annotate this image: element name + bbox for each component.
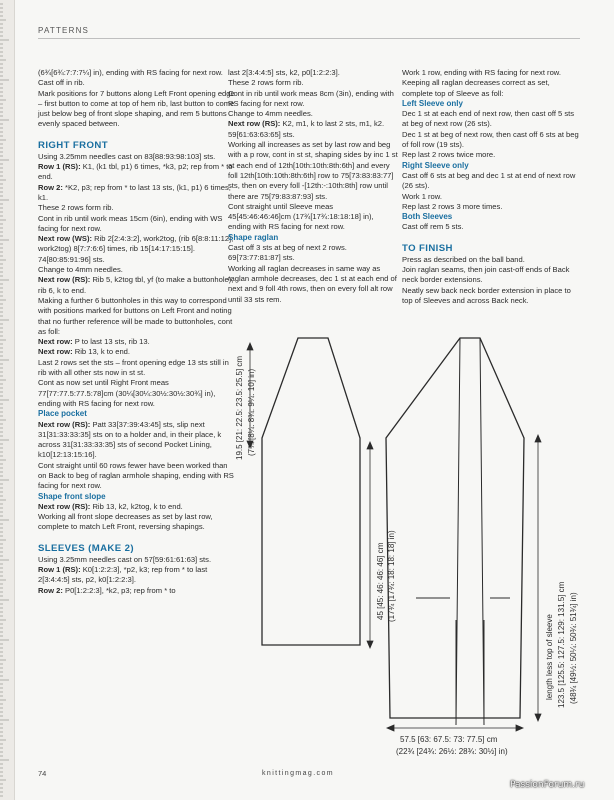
row-text: Rib 13, k2, k2tog, k to end.	[90, 501, 183, 511]
paragraph: Cast off 6 sts at beg and dec 1 st at end of next row (26 sts).	[402, 170, 576, 191]
sleeve-top-cm-label: 19.5 [21: 22.5: 23.5: 25.5] cm	[235, 355, 244, 460]
paragraph: Rep last 2 rows 3 more times.	[402, 201, 503, 211]
instruction	[38, 420, 236, 461]
row-text: *K2, p3; rep from * to last 13 sts, (k1, p1) 6 times, k1.	[38, 182, 231, 202]
row-label: Next row:	[38, 347, 73, 357]
row-text: Patt 33[37:39:43:45] sts, slip next 31[31:33:33:35] sts on to a holder and, in their place, k across 31[31:33:33:35] sts of second Pocket Lining, k10[12:13:15:16].	[38, 419, 222, 460]
paragraph: Neatly sew back neck border extension in place to top of Sleeves and across Back neck.	[402, 285, 571, 305]
row-label: Row 1 (RS):	[38, 162, 81, 172]
sleeve-outline	[262, 338, 360, 645]
instruction	[228, 119, 398, 140]
paragraph: Cont as now set until Right Front meas 77[77:77.5:77.5:78]cm (30¼[30¼:30½:30½:30¾] in), ending with RS facing for next row.	[38, 378, 216, 408]
paragraph: These 2 rows form rib.	[228, 78, 304, 88]
text-column-1	[38, 68, 236, 596]
paragraph: Join raglan seams, then join cast-off ends of Back neck border extensions.	[402, 265, 570, 285]
paragraph: Cast off 3 sts at beg of next 2 rows. 69[73:77:81:87] sts.	[228, 243, 347, 263]
sleeve-length-cm-label: 45 [45: 46: 46: 46] cm	[376, 542, 385, 620]
row-label: Next row (RS):	[38, 275, 91, 285]
paragraph: Work 1 row, ending with RS facing for next row.	[402, 68, 561, 77]
instruction	[38, 337, 236, 347]
sleeve-length-in-label: (17¾ [17¾: 18: 18: 18] in)	[387, 530, 396, 622]
instruction	[38, 234, 236, 265]
paragraph: Cont straight until 60 rows fewer have been worked than on Back to beg of raglan armhole shaping, ending with RS facing for next row.	[38, 460, 234, 491]
paragraph: Keeping all raglan decreases correct as set, complete top of Sleeve as foll:	[402, 78, 550, 98]
body-length-in-label: (48¾ [49½: 50¼: 50¾: 51¾] in)	[569, 592, 578, 704]
heading-sleeves: SLEEVES (MAKE 2)	[38, 542, 134, 554]
paragraph: Mark positions for 7 buttons along Left Front opening edge – first button to come at top of hem rib, last button to come just below beg of front slope shaping, and rem 5 buttons evenly spaced between.	[38, 88, 235, 129]
row-text: K2, m1, k to last 2 sts, m1, k2. 59[61:63:63:65] sts.	[228, 119, 385, 139]
header-divider	[38, 38, 580, 39]
heading-to-finish: TO FINISH	[402, 242, 453, 254]
instruction	[38, 586, 236, 596]
text-column-2	[228, 68, 398, 305]
instruction	[38, 162, 236, 183]
paragraph: Change to 4mm needles.	[38, 265, 123, 275]
paragraph: last 2[3:4:4:5] sts, k2, p0[1:2:2:3].	[228, 68, 340, 77]
subheading-shape-raglan: Shape raglan	[228, 232, 279, 242]
body-outline	[386, 338, 524, 725]
paragraph: Cont straight until Sleeve meas 45[45:46:46:46]cm (17¾[17¾:18:18:18] in), ending with RS facing for next row.	[228, 201, 374, 232]
paragraph: (6¾[6¾:7:7:7¼] in), ending with RS facing for next row.	[38, 68, 223, 77]
subheading-shape-front-slope: Shape front slope	[38, 491, 106, 501]
paragraph: Working all front slope decreases as set by last row, complete to match Left Front, reversing shapings.	[38, 512, 213, 532]
instruction	[38, 502, 236, 512]
paragraph: Dec 1 st at each end of next row, then cast off 5 sts at beg of next row (26 sts).	[402, 109, 575, 129]
subheading-place-pocket: Place pocket	[38, 409, 87, 419]
row-label: Next row (WS):	[38, 234, 92, 244]
paragraph: Press as described on the ball band.	[402, 254, 525, 264]
ruler-ticks	[0, 0, 14, 800]
paragraph: Working all raglan decreases in same way as raglan armhole decreases, dec 1 st at each end of next and 9 foll 4th rows, then on every foll alt row until 33 sts rem.	[228, 263, 397, 304]
width-cm-label: 57.5 [63: 67.5: 73: 77.5] cm	[400, 735, 498, 744]
row-text: Rib 5, k2tog tbl, yf (to make a buttonhole), rib 6, k to end.	[38, 275, 234, 295]
row-text: Rib 13, k to end.	[72, 347, 131, 357]
row-label: Next row (RS):	[38, 501, 91, 511]
row-label: Row 2:	[38, 182, 63, 192]
row-label: Next row:	[38, 337, 73, 347]
row-text: K0[1:2:2:3], *p2, k3; rep from * to last 2[3:4:4:5] sts, p2, k0[1:2:2:3].	[38, 565, 208, 585]
paragraph: Using 3.25mm needles cast on 57[59:61:61:63] sts.	[38, 554, 212, 564]
instruction	[38, 183, 236, 204]
instruction	[38, 347, 236, 357]
instruction	[38, 565, 236, 586]
paragraph: Cast off in rib.	[38, 78, 85, 88]
sleeve-top-in-label: (7¾ [8¼: 8¾: 9¼: 10] in)	[247, 368, 256, 456]
subheading-both-sleeves: Both Sleeves	[402, 212, 453, 222]
paragraph: Making a further 6 buttonholes in this way to correspond with positions marked for buttons on Left Front and noting that no further reference will be made to buttonholes, cont as foll:	[38, 295, 233, 336]
row-text: P0[1:2:2:3], *k2, p3; rep from * to	[62, 585, 176, 595]
heading-right-front: RIGHT FRONT	[38, 139, 108, 151]
paragraph: Dec 1 st at beg of next row, then cast off 6 sts at beg of foll row (19 sts).	[402, 129, 579, 150]
row-label: Row 2:	[38, 585, 63, 595]
row-label: Next row (RS):	[38, 419, 91, 429]
site-url: knittingmag.com	[262, 770, 334, 777]
width-in-label: (22¾ [24¾: 26½: 28¾: 30½] in)	[396, 747, 508, 756]
paragraph: Working all increases as set by last row and beg with a p row, cont in st st, shaping sides by inc 1 st at each end of 12th[10th:10th:8th:6th] and every foll 12th[10th:10th:8th:6th] row to 75[73:83:83:77] sts, then on every foll -[12th:-:10th:8th] row until there are 75[79:83:87:93] sts.	[228, 140, 398, 201]
paragraph: Work 1 row.	[402, 191, 442, 201]
schematic-diagram	[220, 330, 590, 770]
body-length-cm-label: 123.5 [125.5: 127.5: 129: 131.5] cm	[557, 581, 566, 708]
page-ruler	[0, 0, 15, 800]
watermark: PassionForum.ru	[510, 780, 585, 790]
text-column-3	[402, 68, 580, 306]
section-header: PATTERNS	[38, 26, 90, 35]
row-text: Rib 2[2:4:3:2], work2tog, (rib 6[8:8:11:12], work2tog) 8[7:7:6:6] times, rib 15[14:17:15:15]. 74[80:85:91:96] sts.	[38, 234, 234, 264]
paragraph: Using 3.25mm needles cast on 83[88:93:98:103] sts.	[38, 151, 216, 161]
row-text: P to last 13 sts, rib 13.	[72, 337, 150, 347]
body-length-note-label: length less top of sleeve	[545, 614, 554, 700]
page-number: 74	[38, 769, 47, 778]
paragraph: Cont in rib until work meas 15cm (6in), ending with WS facing for next row.	[38, 213, 223, 233]
row-label: Next row (RS):	[228, 119, 281, 129]
subheading-right-sleeve: Right Sleeve only	[402, 160, 469, 170]
row-label: Row 1 (RS):	[38, 565, 81, 575]
paragraph: Change to 4mm needles.	[228, 109, 313, 119]
subheading-left-sleeve: Left Sleeve only	[402, 98, 463, 108]
paragraph: Cont in rib until work meas 8cm (3in), ending with RS facing for next row.	[228, 88, 394, 108]
paragraph: Cast off rem 5 sts.	[402, 222, 464, 232]
paragraph: Rep last 2 rows twice more.	[402, 150, 496, 160]
instruction	[38, 275, 236, 296]
paragraph: Last 2 rows set the sts – front opening edge 13 sts still in rib with all other sts now in st st.	[38, 357, 229, 378]
row-text: K1, (k1 tbl, p1) 6 times, *k3, p2; rep from * to end.	[38, 162, 233, 182]
paragraph: These 2 rows form rib.	[38, 203, 114, 213]
